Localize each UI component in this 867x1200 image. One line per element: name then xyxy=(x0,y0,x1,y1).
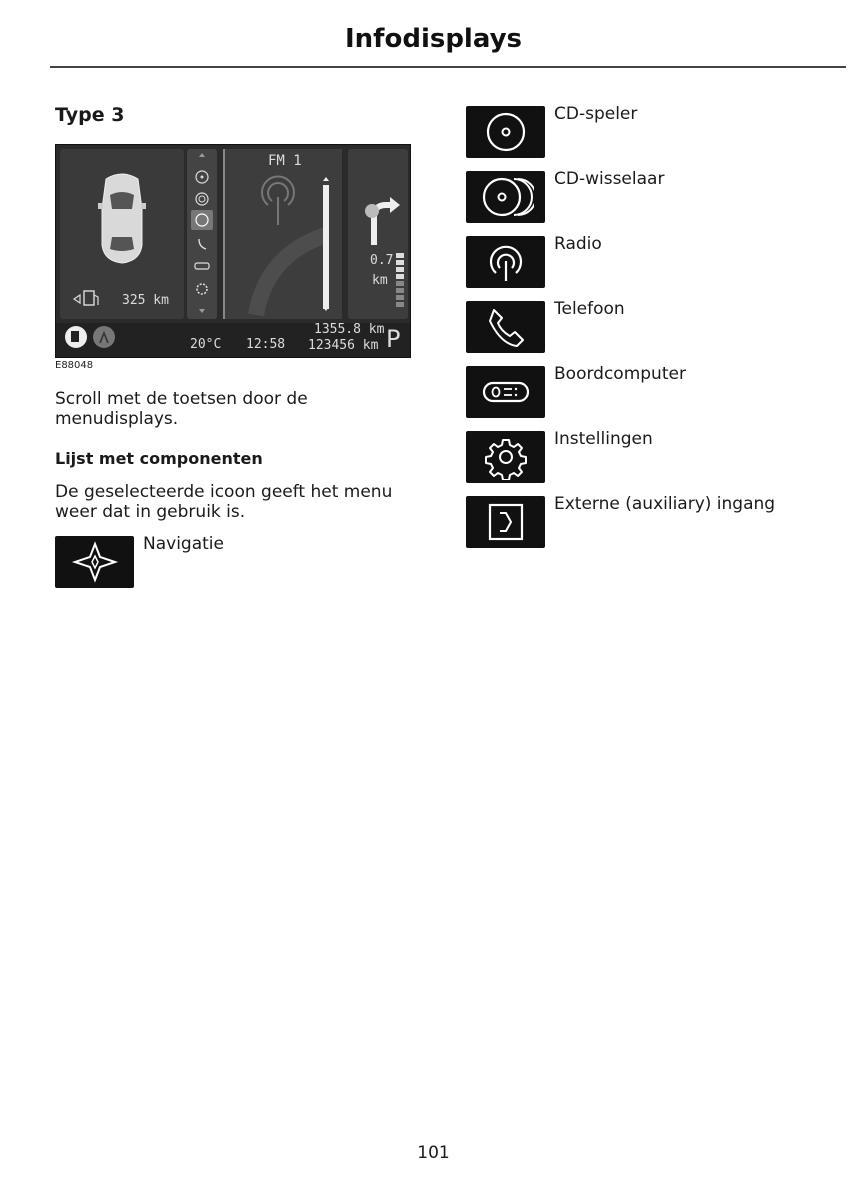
page-number: 101 xyxy=(417,1143,450,1163)
scroll-instruction: Scroll met de toetsen door de menudisplays. xyxy=(55,389,308,429)
components-heading: Lijst met componenten xyxy=(55,449,263,468)
trip-computer-icon xyxy=(466,366,545,418)
settings-label: Instellingen xyxy=(554,429,653,449)
navigation-label: Navigatie xyxy=(143,534,224,554)
radio-station: FM 1 xyxy=(268,153,302,169)
cd-changer-label: CD-wisselaar xyxy=(554,169,665,189)
component-cd-player xyxy=(466,100,846,165)
image-caption: E88048 xyxy=(55,360,94,371)
radio-label: Radio xyxy=(554,234,602,254)
header-divider xyxy=(50,66,846,68)
components-description: De geselecteerde icoon geeft het menu weer dat in gebruik is. xyxy=(55,482,393,522)
component-phone xyxy=(466,295,846,360)
component-aux-input xyxy=(466,490,846,555)
fuel-range: 325 km xyxy=(122,293,169,308)
cd-player-label: CD-speler xyxy=(554,104,638,124)
component-cd-changer xyxy=(466,165,846,230)
nav-distance-unit: km xyxy=(372,273,388,288)
radio-icon xyxy=(466,236,545,288)
aux-input-label: Externe (auxiliary) ingang xyxy=(554,494,776,514)
phone-icon xyxy=(466,301,545,353)
gear-indicator: P xyxy=(386,325,401,353)
left-column xyxy=(55,100,415,595)
component-navigation xyxy=(55,530,415,595)
odometer: 123456 km xyxy=(308,338,379,353)
car-icon xyxy=(98,174,146,263)
trip-computer-label: Boordcomputer xyxy=(554,364,686,384)
cd-player-icon xyxy=(466,106,545,158)
outside-temperature: 20°C xyxy=(190,337,222,352)
trip-distance: 1355.8 km xyxy=(314,322,385,337)
component-radio xyxy=(466,230,846,295)
clock: 12:58 xyxy=(246,337,286,352)
page-title: Infodisplays xyxy=(344,24,523,54)
settings-icon xyxy=(466,431,545,483)
right-column xyxy=(466,100,846,555)
component-settings xyxy=(466,425,846,490)
cd-changer-icon xyxy=(466,171,545,223)
phone-label: Telefoon xyxy=(554,299,625,319)
nav-distance-value: 0.7 xyxy=(370,253,394,268)
aux-input-icon xyxy=(466,496,545,548)
component-trip-computer xyxy=(466,360,846,425)
instrument-display-image xyxy=(55,144,411,358)
navigation-icon xyxy=(55,536,134,588)
section-title: Type 3 xyxy=(55,104,125,126)
